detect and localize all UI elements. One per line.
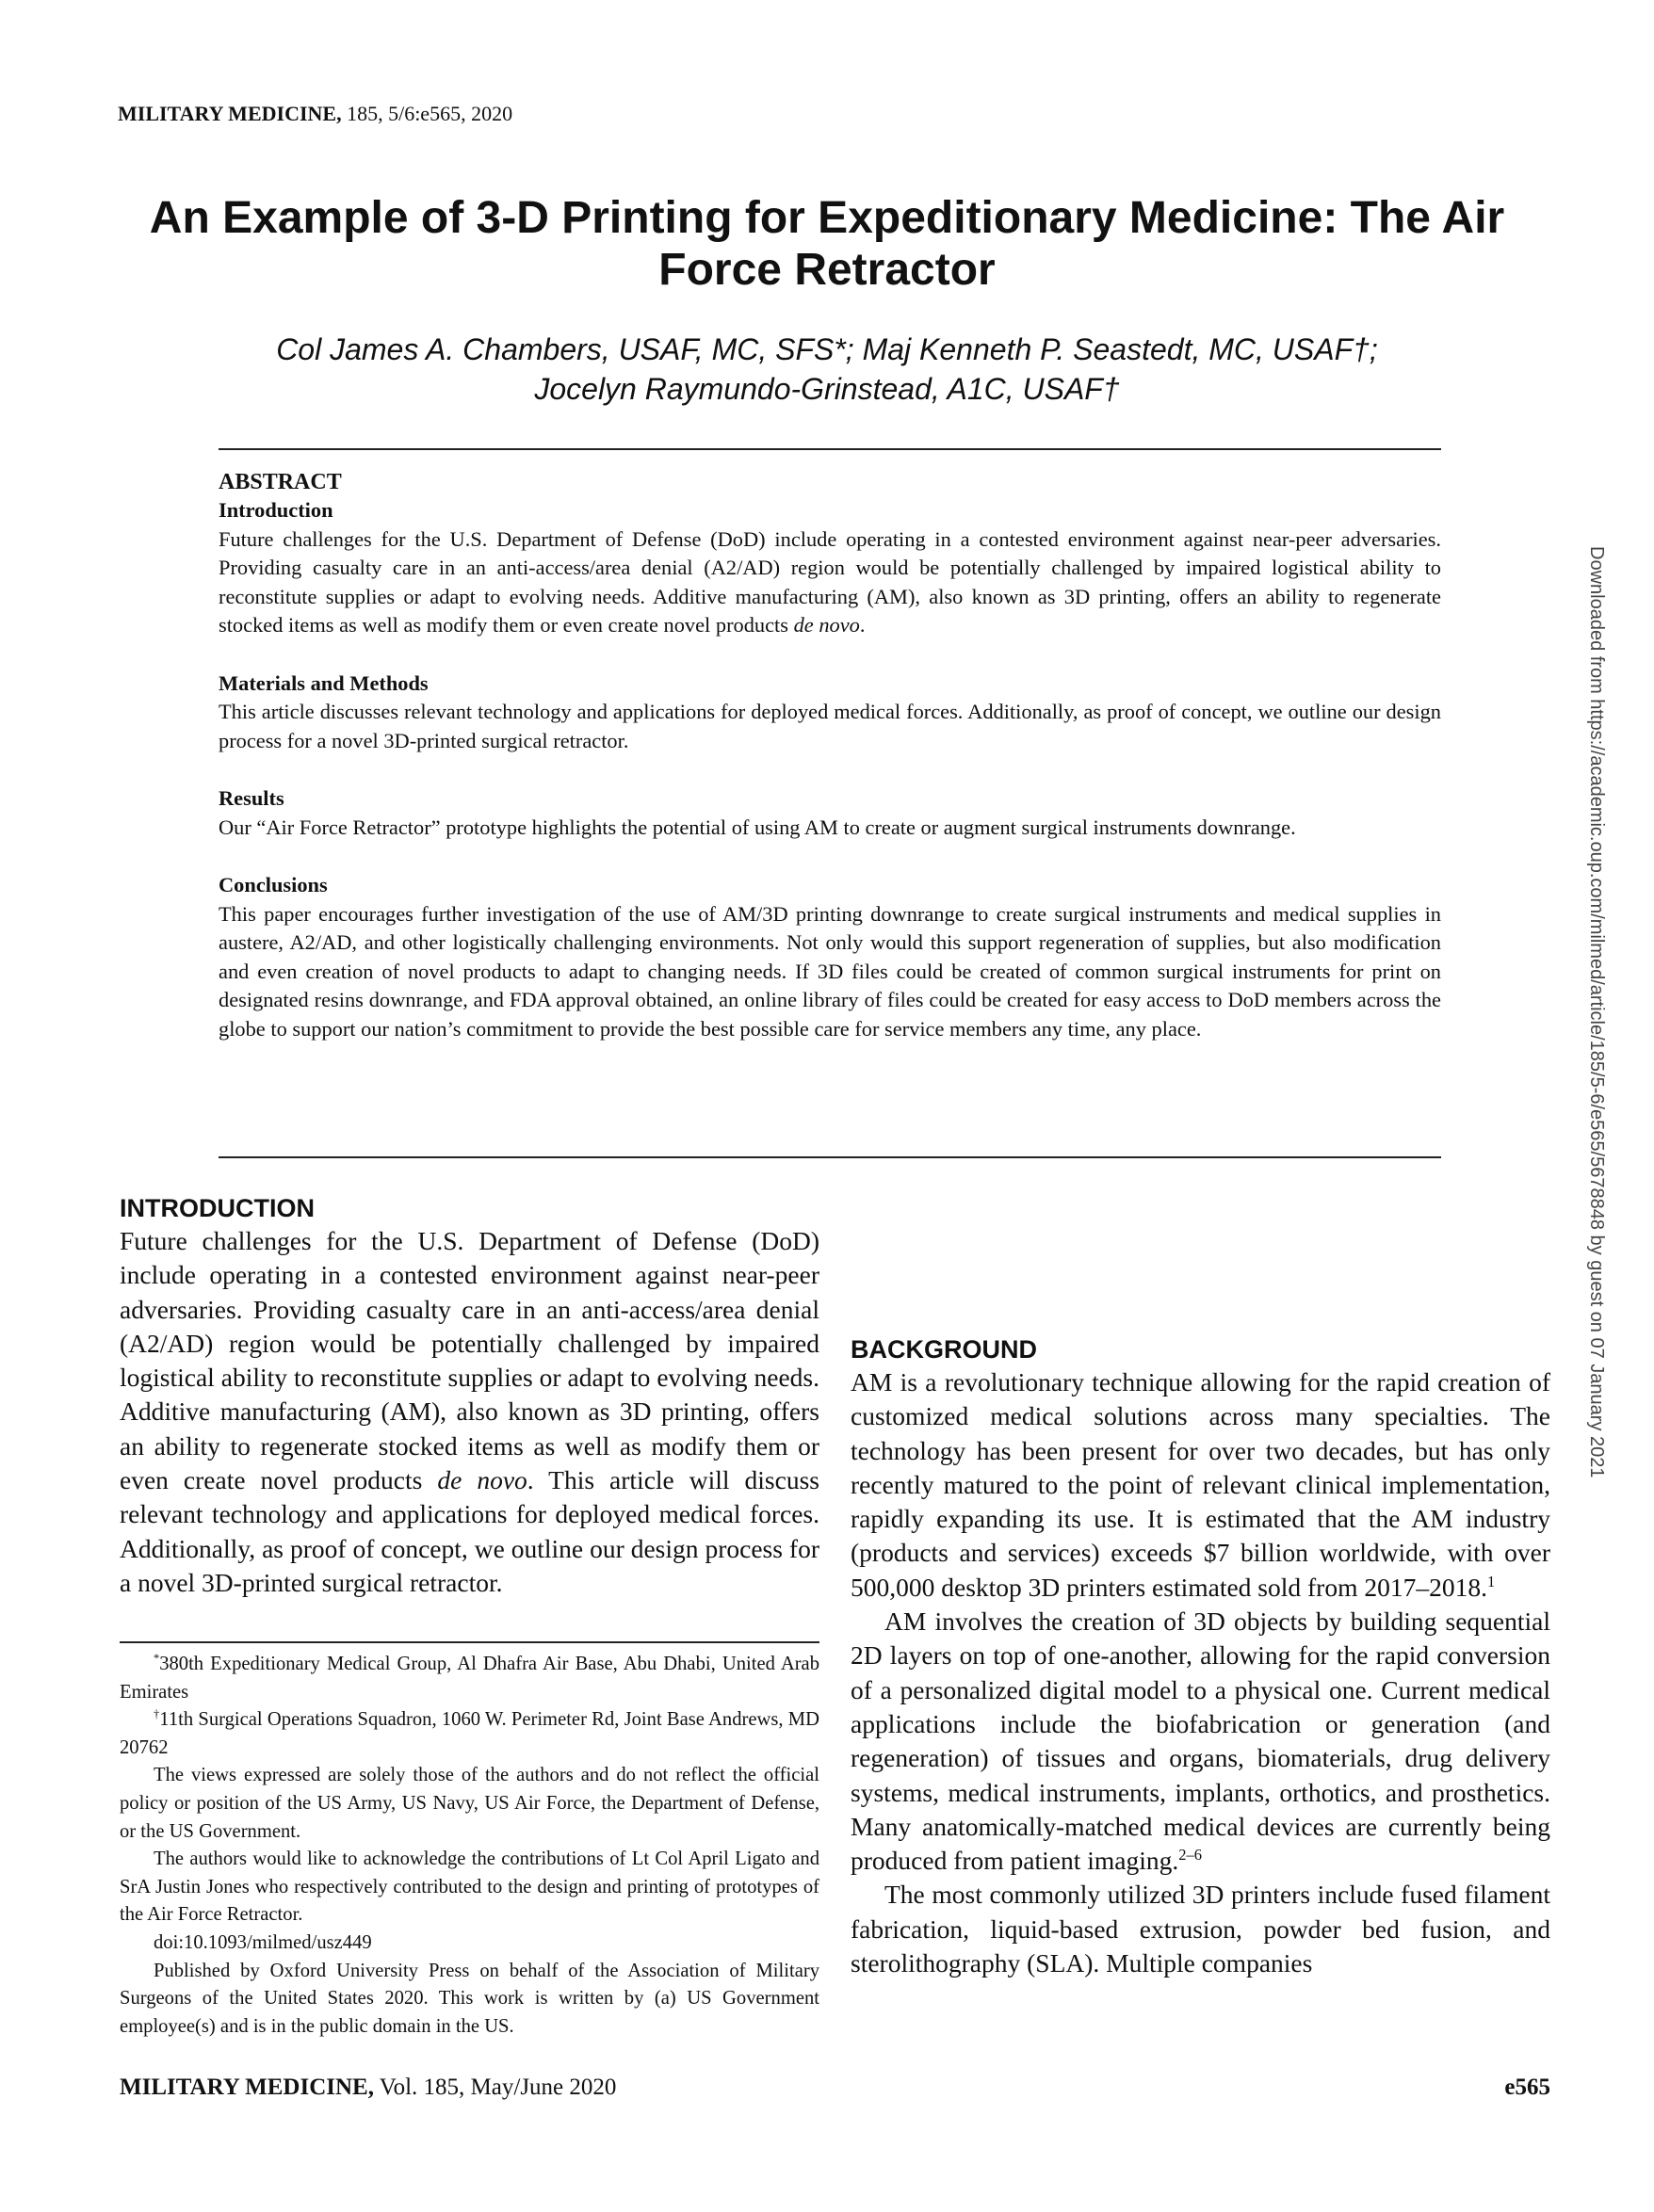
introduction-paragraph: Future challenges for the U.S. Department of Defense (DoD) include operating in a contested environment against near-peer adversaries. Providing casualty care in an anti-access/area denial (A2/AD) region would be potentially challenged by impaired logistical ability to reconstitute supplies or adapt to evolving needs. Additive manufacturing (AM), also known as 3D printing, offers an ability to regenerate stocked items as well as modify them or even create novel products de novo. This article will discuss relevant technology and applications for deployed medical forces. Additionally, as proof of concept, we outline our design process for a novel 3D-printed surgical retractor.: [120, 1226, 819, 1597]
abstract-introduction-heading: Introduction: [219, 498, 333, 522]
abstract-results-heading: Results: [219, 786, 284, 810]
footnote-acknowledgment: The authors would like to acknowledge the contributions of Lt Col April Ligato and SrA Justin Jones who respectively contributed to the design and printing of prototypes of the Air Force Retractor.: [120, 1849, 819, 1926]
footnotes: [120, 1651, 819, 2041]
abstract-methods-text: This article discusses relevant technology and applications for deployed medical forces. Additionally, as proof of concept, we outline our design process for a novel 3D-printed surgical retractor.: [219, 700, 1441, 752]
author-line-2: Jocelyn Raymundo-Grinstead, A1C, USAF†: [534, 372, 1120, 406]
background-paragraph-1: AM is a revolutionary technique allowing for the rapid creation of customized medical solutions across many specialties. The technology has been present for over two decades, but has only recently matured to the point of relevant clinical implementation, rapidly expanding its use. It is estimated that the AM industry (products and services) exceeds $7 billion worldwide, with over 500,000 desktop 3D printers estimated sold from 2017–2018.$^1$: [851, 1367, 1550, 1602]
running-head-journal: MILITARY MEDICINE,: [118, 102, 342, 125]
footnote-rule: [120, 1641, 819, 1643]
abstract-label: ABSTRACT: [219, 470, 342, 494]
running-foot-issue: Vol. 185, May/June 2020: [373, 2075, 617, 2100]
introduction-heading: INTRODUCTION: [120, 1194, 315, 1222]
abstract-bottom-rule: [219, 1156, 1441, 1158]
left-column: [120, 1192, 819, 1600]
download-note-text: Downloaded from https://academic.oup.com/milmed/article/185/5-6/e565/5678848 by guest on 07 January 2021: [1586, 546, 1607, 1478]
footnote-disclaimer: The views expressed are solely those of the authors and do not reflect the official policy or position of the US Army, US Navy, US Air Force, the Department of Defense, or the US Government.: [120, 1765, 819, 1842]
footnote-affiliation-1: *380th Expeditionary Medical Group, Al Dhafra Air Base, Abu Dhabi, United Arab Emirates: [120, 1652, 819, 1703]
running-head-citation: 185, 5/6:e565, 2020: [341, 102, 513, 125]
abstract-methods-heading: Materials and Methods: [219, 670, 429, 695]
running-head: [118, 102, 512, 126]
abstract-introduction-text: Future challenges for the U.S. Department of Defense (DoD) include operating in a contested environment against near-peer adversaries. Providing casualty care in an anti-access/area denial (A2/AD) region would be potentially challenged by impaired logistical ability to reconstitute supplies or adapt to evolving needs. Additive manufacturing (AM), also known as 3D printing, offers an ability to regenerate stocked items as well as modify them or even create novel products de novo.: [219, 526, 1441, 637]
footnote-affiliation-2: †11th Surgical Operations Squadron, 1060 W. Perimeter Rd, Joint Base Andrews, MD 20762: [120, 1707, 819, 1758]
abstract-methods: [219, 670, 1441, 756]
abstract-conclusions-text: This paper encourages further investigation of the use of AM/3D printing downrange to create surgical instruments and medical supplies in austere, A2/AD, and other logistically challenging environments. Not only would this support regeneration of supplies, but also modification and even creation of novel products to adapt to changing needs. If 3D files could be created of common surgical instruments for print on designated resins downrange, and FDA approval obtained, an online library of files could be created for easy access to DoD members across the globe to support our nation’s commitment to provide the best possible care for service members any time, any place.: [219, 901, 1441, 1041]
background-heading: BACKGROUND: [851, 1335, 1037, 1364]
footnote-publisher: Published by Oxford University Press on behalf of the Association of Military Surgeons of the United States 2020. This work is written by (a) US Government employee(s) and is in the public domain in the US.: [120, 1960, 819, 2037]
article-title: An Example of 3-D Printing for Expeditionary Medicine: The Air Force Retractor: [149, 193, 1505, 295]
citation-1: 1: [1486, 1572, 1496, 1590]
background-paragraph-2: AM involves the creation of 3D objects by building sequential 2D layers on top of one-another, allowing for the rapid conversion of a personalized digital model to a physical one. Current medical applications include the biofabrication or generation (and regeneration) of tissues and organs, biomaterials, drug delivery systems, medical instruments, implants, orthotics, and prosthetics. Many anatomically-matched medical devices are currently being produced from patient imaging.$^{2-6}$: [851, 1607, 1550, 1876]
right-column: [851, 1196, 1550, 1980]
abstract-conclusions: [219, 871, 1441, 1043]
running-foot-journal: MILITARY MEDICINE,: [120, 2075, 374, 2100]
author-list: [113, 330, 1541, 409]
abstract-introduction: [219, 496, 1441, 640]
footnote-doi: doi:10.1093/milmed/usz449: [154, 1931, 372, 1953]
abstract-results-text: Our “Air Force Retractor” prototype highlights the potential of using AM to create or augment surgical instruments downrange.: [219, 815, 1296, 839]
abstract-top-rule: [219, 448, 1441, 450]
author-line-1: Col James A. Chambers, USAF, MC, SFS*; Maj Kenneth P. Seastedt, MC, USAF†;: [276, 332, 1378, 366]
abstract-conclusions-heading: Conclusions: [219, 873, 328, 896]
citation-2-6: 2–6: [1178, 1846, 1202, 1864]
running-foot: [120, 2075, 616, 2101]
download-note: [1582, 546, 1609, 1676]
abstract-box: [219, 468, 1441, 1043]
page-number: e565: [1504, 2075, 1550, 2100]
abstract-results: [219, 784, 1441, 842]
background-paragraph-3: The most commonly utilized 3D printers include fused filament fabrication, liquid-based extrusion, powder bed fusion, and sterolithography (SLA). Multiple companies: [851, 1880, 1550, 1978]
